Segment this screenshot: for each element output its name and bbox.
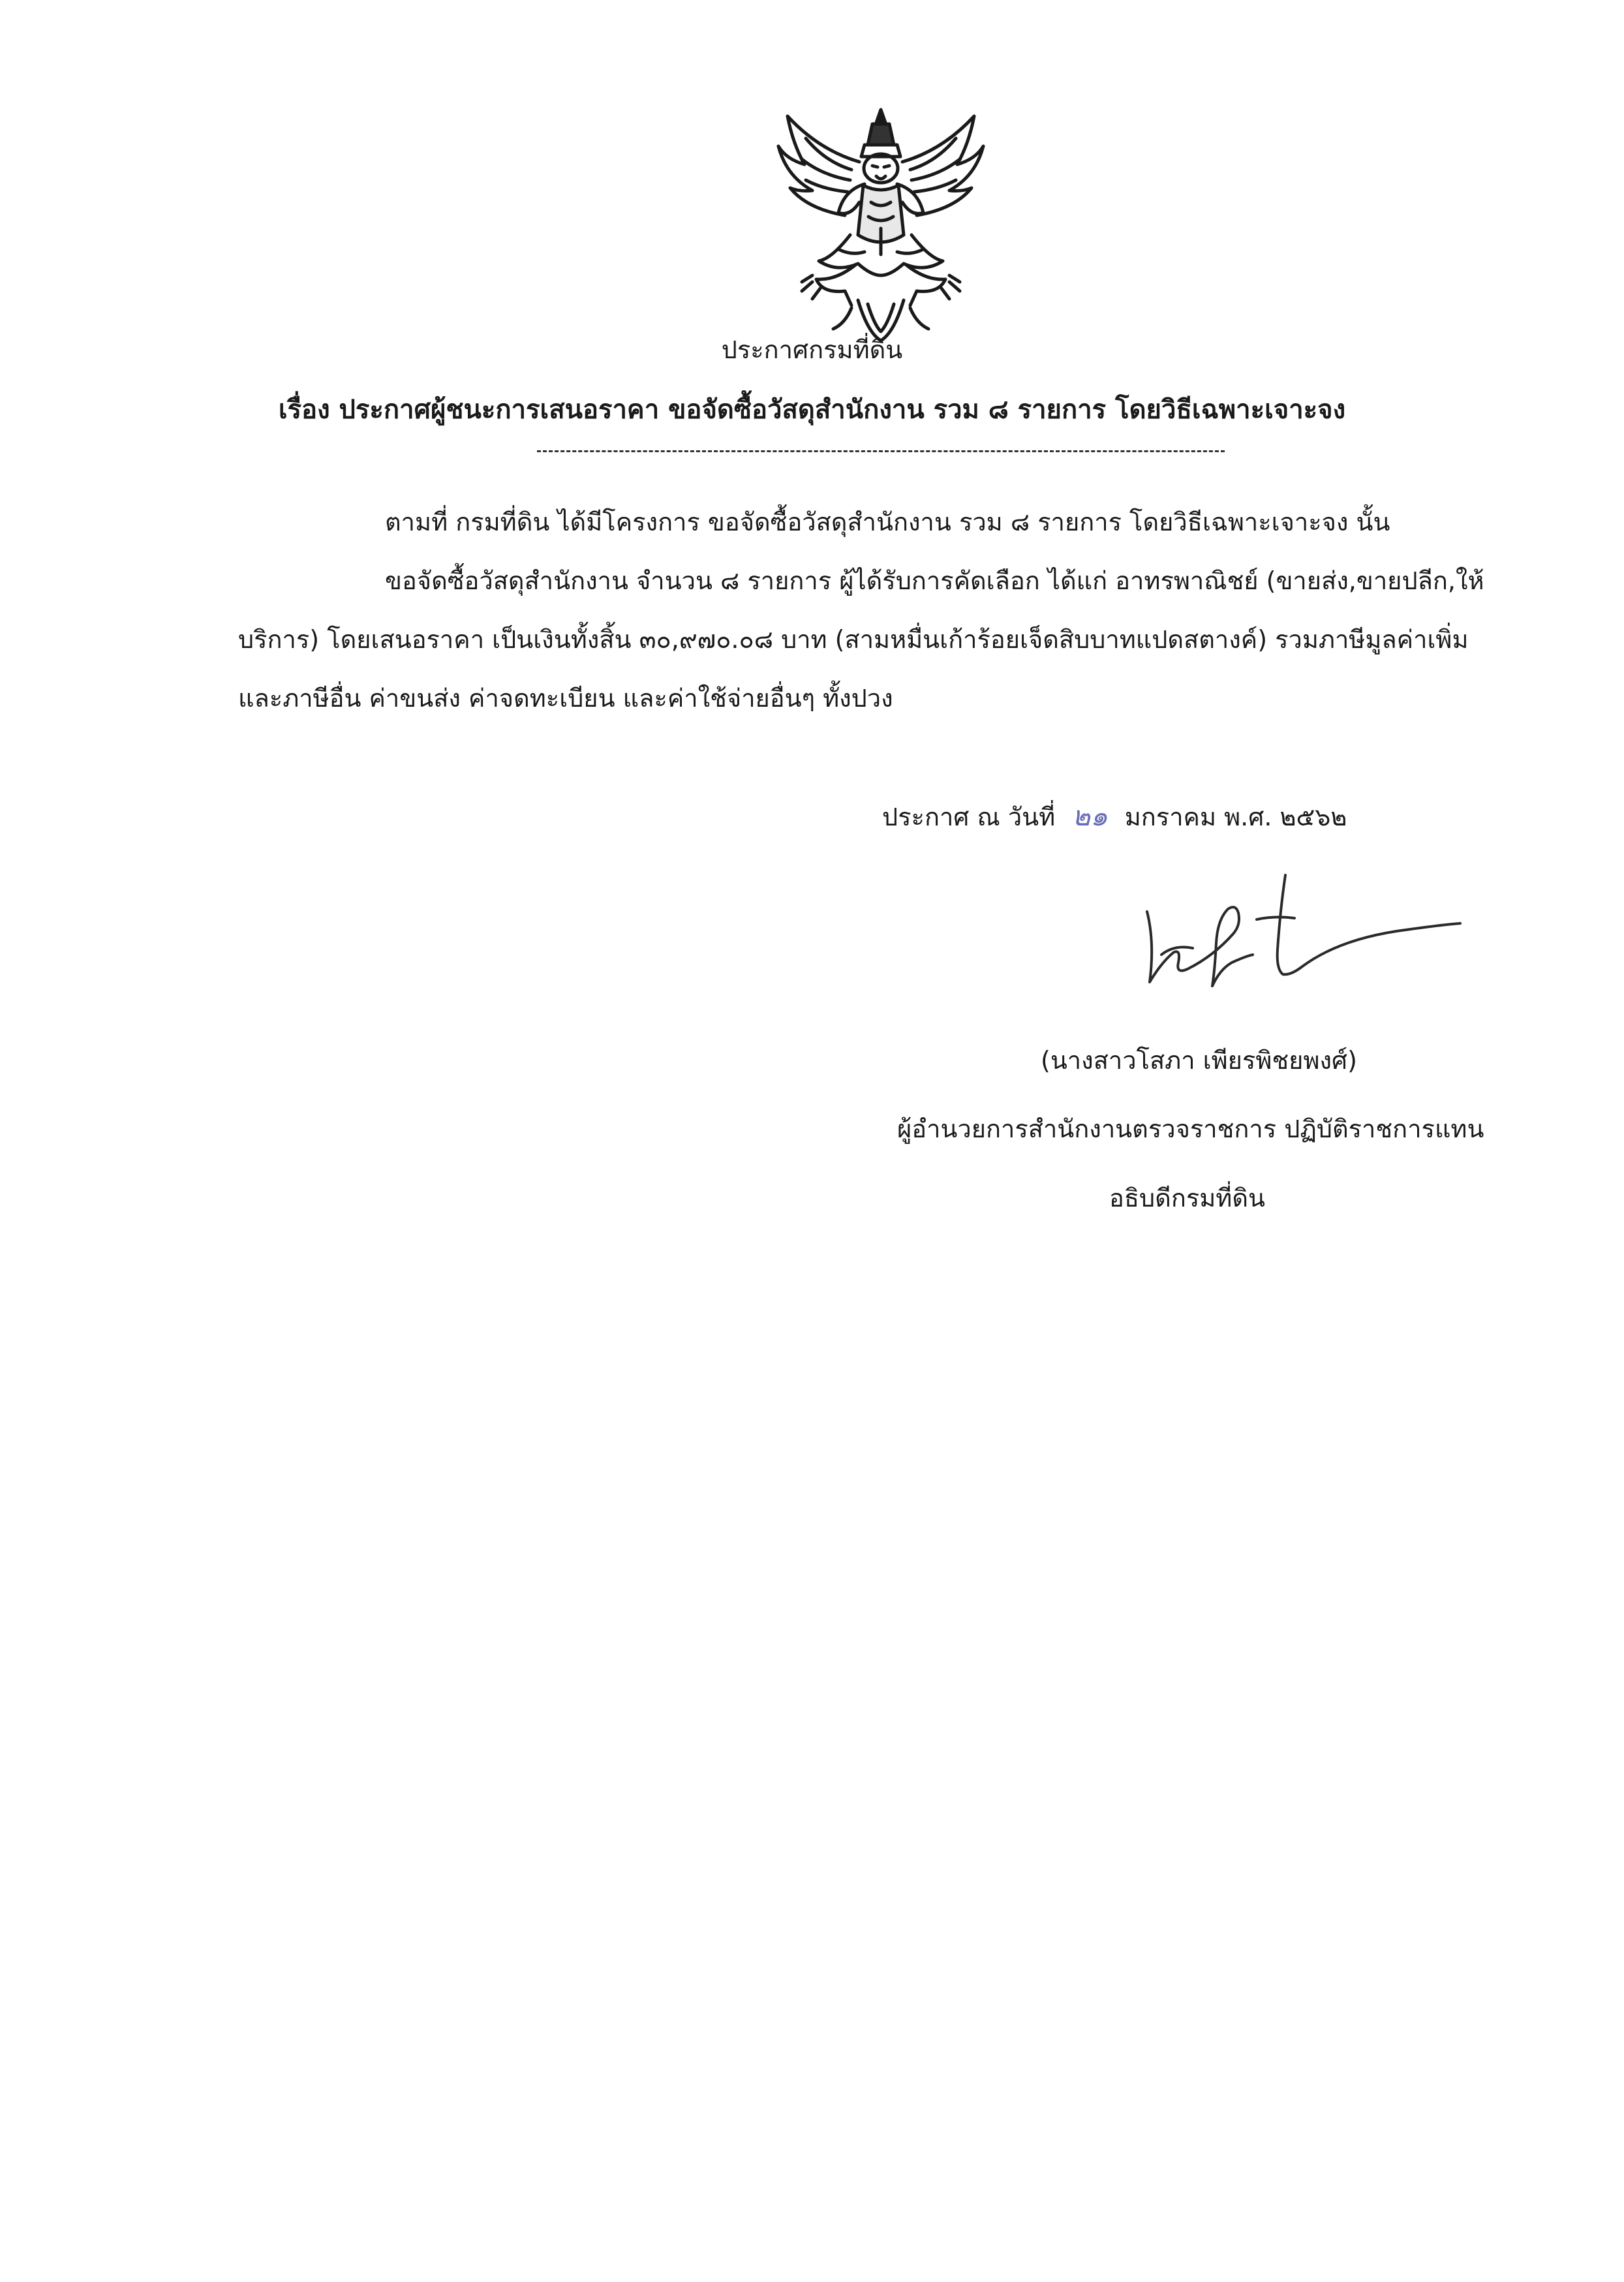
- garuda-emblem-icon: [773, 104, 988, 346]
- date-day-handwritten: ๒๑: [1072, 800, 1108, 832]
- body-paragraph-2-line-1: ขอจัดซื้อวัสดุสำนักงาน จำนวน ๘ รายการ ผู้ได้รับการคัดเลือก ได้แก่ อาทรพาณิชย์ (ขายส่ง,ขายปลีก,ให้: [385, 566, 1484, 595]
- announcement-subject: เรื่อง ประกาศผู้ชนะการเสนอราคา ขอจัดซื้อวัสดุสำนักงาน รวม ๘ รายการ โดยวิธีเฉพาะเจาะจง: [278, 395, 1346, 425]
- date-prefix: ประกาศ ณ วันที่: [882, 803, 1056, 831]
- section-divider: [537, 450, 1225, 456]
- signatory-organization: อธิบดีกรมที่ดิน: [1109, 1184, 1265, 1212]
- signatory-name: (นางสาวโสภา เพียรพิชยพงศ์): [1041, 1046, 1358, 1075]
- page-title: ประกาศกรมที่ดิน: [721, 335, 903, 364]
- date-month-year: มกราคม พ.ศ. ๒๕๖๒: [1124, 803, 1347, 831]
- body-paragraph-2-line-2: บริการ) โดยเสนอราคา เป็นเงินทั้งสิ้น ๓๐,๙๗๐.๐๘ บาท (สามหมื่นเก้าร้อยเจ็ดสิบบาทแปดสตางค์) รวมภาษีมูลค่าเพิ่ม: [238, 625, 1469, 654]
- signatory-position: ผู้อำนวยการสำนักงานตรวจราชการ ปฏิบัติราชการแทน: [897, 1115, 1484, 1143]
- body-paragraph-1: ตามที่ กรมที่ดิน ได้มีโครงการ ขอจัดซื้อวัสดุสำนักงาน รวม ๘ รายการ โดยวิธีเฉพาะเจาะจง นั้น: [385, 508, 1390, 536]
- body-paragraph-2-line-3: และภาษีอื่น ค่าขนส่ง ค่าจดทะเบียน และค่าใช้จ่ายอื่นๆ ทั้งปวง: [238, 684, 893, 713]
- handwritten-signature: [1135, 871, 1462, 1011]
- announcement-date: [882, 798, 1347, 835]
